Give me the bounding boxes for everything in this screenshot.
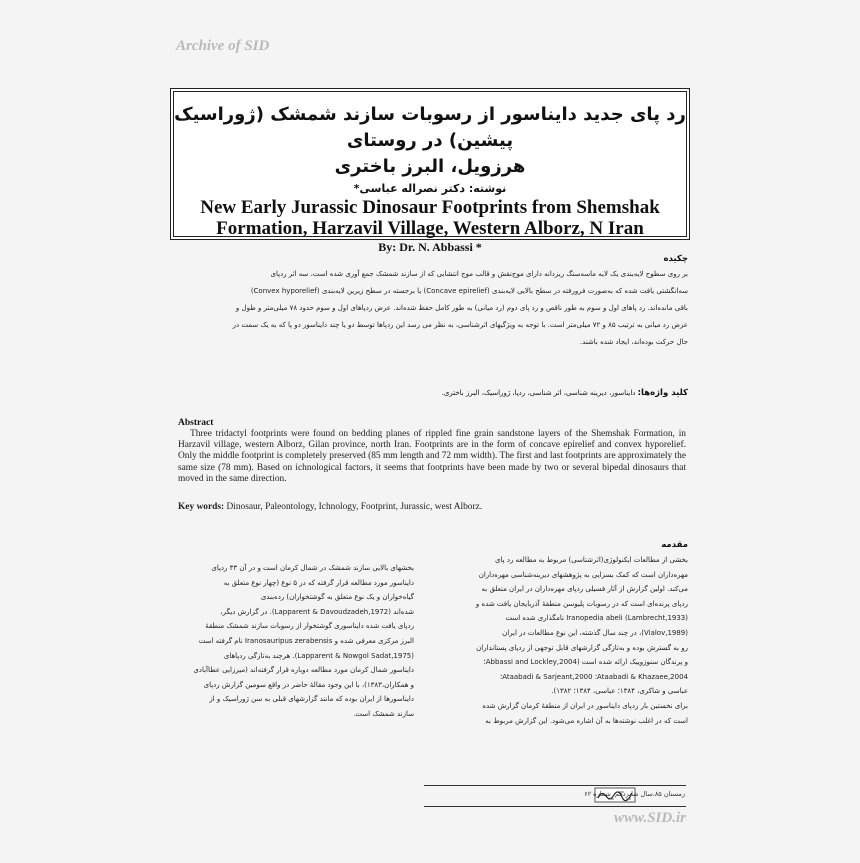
intro-right-line: Iranopedia abeli (Lambrecht,1933) نامگذاری شده است (505, 614, 688, 623)
fa-keywords-text: دایناسور، دیرینه شناسی، اثر شناسی، ردپا، ژوراسیک، البرز باختری. (441, 389, 636, 397)
intro-right-line: برای نخستین بار ردپای دایناسور در ایران از منطقهٔ کرمان گزارش شده (482, 701, 688, 710)
en-keywords (178, 502, 686, 512)
fa-abstract-line: بر روی سطوح لایه‌بندی یک لایه ماسه‌سنگ ریزدانه دارای موج‌نقش و قالب موج انتشابی که از سازند شمشک جمع آوری شده است، سه اثر ردپای (270, 270, 688, 278)
intro-right-line: می‌کند. اولین گزارش از آثار فسیلی ردپای مهره‌داران در ایران متعلق به (481, 585, 688, 594)
fa-keywords (172, 388, 688, 398)
fa-abstract-body (172, 266, 688, 351)
fa-abstract-line: سه‌انگشتی یافت شده که به‌صورت فرورفته در سطح بالایی لایه‌بندی (Concave epirelief) یا برجسته در سطح زیرین لایه‌بندی (Convex hyporelief) (250, 287, 688, 295)
intro-right-line: است که در اغلب نوشته‌ها به آن اشاره می‌شود. این گزارش مربوط به (485, 716, 688, 725)
title-box (170, 88, 690, 254)
fa-abstract-line: عرض رد میانی به ترتیب ۸۵ و ۷۲ میلی‌متر است. با توجه به ویژگیهای اثرشناسی، به نظر می رسد این ردپاها توسط دو یا چند دایناسور دو پا که به یک سمت در (232, 321, 688, 329)
intro-right-line: عباسی و شاکری، ۱۳۸۴؛ عباسی، ۱۳۸۴؛ ۱۳۸۲). (551, 687, 688, 696)
intro-left-line: گیاه‌خواران و یک نوع متعلق به گوشتخواران) رده‌بندی (260, 593, 414, 602)
en-abstract-heading: Abstract (178, 418, 214, 428)
intro-right-line: بخشی از مطالعات ایکنولوژی(اثرشناسی) مربوط به مطالعه رد پای (495, 556, 688, 564)
intro-right-line: ردپای پرنده‌ای است که در رسوبات پلیوسن منطقهٔ آذربایجان یافت شده و (475, 599, 688, 608)
fa-title-line1: رد پای جدید دایناسور از رسوبات سازند شمشک (ژوراسیک پیشین) در روستای (174, 104, 686, 151)
fa-abstract-line: باقی مانده‌اند. رد پاهای اول و سوم به طور ناقص و رد پای دوم (رد میانی) به طور کامل حفظ شده‌اند. عرض ردپاهای اول و سوم حدود ۷۸ میلی‌متر و طول و (235, 304, 688, 312)
intro-left-line: البرز مرکزی معرفی شده و Iranosauripus zerabensis نام گرفته است (198, 636, 414, 645)
en-title-line2: Formation, Harzavil Village, Western Alborz, N Iran (216, 218, 644, 239)
watermark-top: Archive of SID (176, 38, 270, 54)
fa-author: نوشته: دکتر نصراله عباسی* (353, 182, 507, 195)
intro-left-line: ردپای یافت شده دایناسوری گوشتخوار از رسوبات سازند شمشک منطقهٔ (205, 622, 414, 631)
intro-left-column (174, 561, 414, 722)
footer-rule-bottom (424, 806, 686, 807)
fa-title (174, 102, 686, 180)
intro-left-line: شده‌اند (Lapparent & Davoudzadeh,1972). در گزارش دیگر، (220, 607, 414, 616)
intro-left-line: سازند شمشک است. (353, 709, 414, 718)
en-title (174, 197, 686, 239)
intro-left-line: و همکاران،۱۳۸۳)، با این وجود مقالهٔ حاضر در واقع سومین گزارش ردپای (203, 680, 414, 689)
intro-right-line: Ataabadi & Khazaee,2004؛ Ataabadi & Sarjeant,2000؛ (499, 672, 688, 681)
footer-rule-top (424, 785, 686, 786)
intro-left-line: دایناسور شمال کرمان مورد مطالعه دوباره قرار گرفته‌اند (میرزایی عطاآبادی (193, 666, 414, 675)
intro-right-line: (Vialov,1989)، در چند سال گذشته، این نوع مطالعات در ایران (502, 628, 688, 637)
fa-abstract-line: حال حرکت بوده‌اند، ایجاد شده باشند. (579, 338, 688, 346)
intro-right-line: مهره‌داران است که کمک بسزایی به پژوهشهای دیرینه‌شناسی مهره‌داران (478, 570, 688, 579)
intro-right-line: و پرندگان سنوزوییک ارائه شده است (Abbassi and Lockley,2004؛ (483, 658, 688, 667)
fa-title-line2: هرزویل، البرز باختری (334, 156, 526, 177)
en-keywords-text: Dinosaur, Paleontology, Ichnology, Footprint, Jurassic, west Alborz. (224, 502, 483, 512)
intro-right-column (424, 553, 688, 728)
intro-left-line: بخشهای بالایی سازند شمشک در شمال کرمان است و در آن ۳۳ ردپای (211, 564, 414, 572)
intro-left-line: دایناسور مورد مطالعه قرار گرفته که در ۵ نوع (چهار نوع متعلق به (223, 578, 414, 587)
watermark-bottom: www.SID.ir (614, 810, 686, 826)
en-keywords-label: Key words: (178, 502, 225, 512)
en-title-line1: New Early Jurassic Dinosaur Footprints from Shemshak (200, 197, 660, 218)
intro-left-line: (Lapparent & Nowgol Sadat,1975). هرچند به‌تازگی ردپاهای (223, 651, 414, 660)
en-author: By: Dr. N. Abbassi * (378, 240, 482, 254)
intro-right-line: رو به گسترش بوده و به‌تازگی گزارشهای قابل توجهی از ردپای پستانداران (476, 643, 688, 652)
fa-keywords-label: کلید واژه‌ها: (637, 388, 688, 398)
intro-left-line: دایناسورها از ایران بوده که مانند گزارشهای قبلی به سن ژوراسیک و از (209, 695, 414, 704)
intro-heading: مقدمه (661, 540, 688, 550)
fa-abstract-heading: چکیده (663, 254, 688, 264)
en-abstract-body: Three tridactyl footprints were found on bedding planes of rippled fine grain sandstone layers of the Shemshak Formation, in Harzavil village, western Alborz, Gilan province, north Iran. Footprints are in the form of concave epirelief and convex hyporelief. Only the middle footprint is completely preserved (85 mm length and 72 mm width). The first and last footprints are approximately the same size (78 mm). Based on ichnological factors, it seems that footprints have been made by two or several bipedal dinosaurs that moved in the same direction. (178, 429, 686, 484)
footer-issue-info: زمستان ۸۵،سال شانزدهم، شماره ۶۲ (584, 790, 685, 798)
